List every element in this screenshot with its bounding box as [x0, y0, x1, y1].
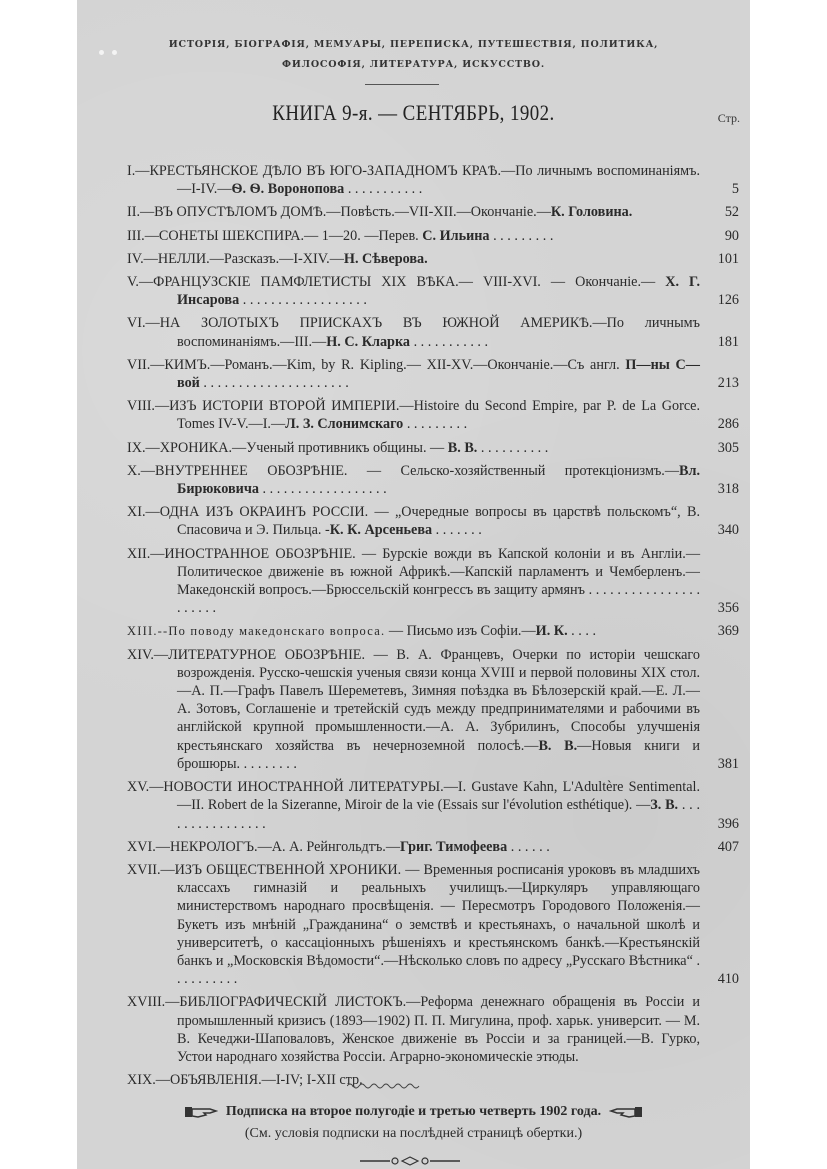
toc-entry-description: —I-IV; I-XII стр.: [261, 1072, 363, 1089]
toc-entry-description-tail: —Новыя книги и брошюры.: [177, 737, 700, 772]
toc-entry-author: К. К. Арсеньева: [329, 522, 433, 539]
toc-entry: [77, 203, 750, 221]
toc-entry: [77, 397, 750, 433]
toc-entry-leader-dots: . . . . . . . . . . . . . . . . . . . . . .: [177, 582, 701, 617]
toc-entry-author: Ѳ. Ѳ. Воронопова: [231, 181, 345, 198]
toc-entry-description: —I. Gustave Kahn, L'Adultère Sentimental.—II. Robert de la Sizeranne, Miroir de la vie (Essais sur l'évolution esthétique). —: [177, 779, 700, 814]
toc-entry: [77, 314, 750, 350]
toc-entry-title: V.—ФРАНЦУЗСКІЕ ПАМФЛЕТИСТЫ XIX ВѢКА.: [127, 274, 459, 291]
toc-entry-author: Григ. Тимофеева: [400, 838, 508, 855]
toc-entry-description: —Ученый противникъ общины. —: [232, 439, 448, 456]
toc-entry: [77, 162, 750, 198]
toc-entry-text: [77, 162, 750, 198]
toc-entry-author: П—ны С—вой: [177, 356, 700, 392]
toc-entry-description: —Разсказъ.—I-XIV.—: [209, 250, 344, 267]
toc-entry-description: — Временныя росписанія уроковъ въ младшихъ классахъ гимназій и реальныхъ училищъ.—Циркуляръ управляющаго министерствомъ народнаго просвѣщенія. — Пересмотръ Городового Положенія.—Букетъ изъ мнѣній „Гражданина“ о земствѣ и крестьянахъ, о начальной школѣ и университетѣ, о кассаціонныхъ рѣшеніяхъ и крестьянскомъ банкѣ.—Крестьянскій банкъ и „Московскія Вѣдомости“.—Нѣсколько словъ по адресу „Русскаго Вѣстника“: [177, 861, 700, 969]
toc-entry-text: [77, 356, 750, 392]
toc-entry-page-number: 318: [717, 481, 739, 498]
document-page: [77, 0, 750, 1169]
header-divider: [365, 84, 439, 85]
toc-entry-text: [77, 646, 750, 773]
toc-entry: [77, 273, 750, 309]
toc-entry: [77, 439, 750, 457]
toc-entry-leader-dots: . . . . . . . . . . . . . . . .: [177, 797, 701, 832]
toc-entry-author: И. К.: [535, 623, 568, 640]
book-title: КНИГА 9-я. — СЕНТЯБРЬ, 1902.: [272, 100, 555, 125]
subscription-conditions: (См. условія подписки на послѣдней страницѣ обертки.): [244, 1126, 583, 1141]
toc-entry-leader-dots: . . . . . . . . . . .: [410, 333, 489, 350]
toc-entry-title: XVI.—НЕКРОЛОГЪ.: [127, 838, 258, 855]
toc-entry: [77, 462, 750, 498]
toc-entry: [77, 545, 750, 618]
wavy-divider: [347, 1082, 422, 1090]
toc-entry-leader-dots: . . . . . . . . . .: [477, 439, 549, 456]
toc-entry-text: [77, 622, 750, 640]
toc-entry-leader-dots: . . . . . . . . . . . . . . . . . . . . .: [199, 375, 349, 392]
toc-entry-title: XIV.—ЛИТЕРАТУРНОЕ ОБОЗРѢНІЕ.: [127, 646, 366, 663]
toc-entry-description: — „Очередные вопросы въ царствѣ польскомъ“, В. Спасовича и Э. Пильца. -: [177, 504, 700, 539]
toc-entry-title: VI.—НА ЗОЛОТЫХЪ ПРІИСКАХЪ ВЪ ЮЖНОЙ АМЕРИКѢ.: [127, 315, 593, 332]
toc-entry-page-number: 213: [717, 375, 739, 392]
toc-entry-author: Л. З. Слонимскаго: [285, 416, 404, 433]
toc-entry-author: Н. С. Кларка: [326, 333, 411, 350]
toc-entry-page-number: 101: [717, 250, 739, 267]
toc-entry: [77, 250, 750, 268]
toc-entry-author: С. Ильина: [422, 227, 490, 244]
toc-entry-leader-dots: . . . . . . . . .: [489, 227, 554, 244]
toc-entry-page-number: 407: [717, 838, 739, 855]
pointing-hand-right-icon: [184, 1105, 218, 1119]
toc-entry-leader-dots: . . . . . . .: [432, 522, 482, 539]
toc-entry-page-number: 181: [717, 333, 739, 350]
toc-entry: [77, 503, 750, 539]
toc-entry-page-number: 396: [717, 815, 739, 832]
toc-entry-title: I.—КРЕСТЬЯНСКОЕ ДѢЛО ВЪ ЮГО-ЗАПАДНОМЪ КРАѢ.: [127, 163, 502, 179]
toc-entry-leader-dots: . . . . . . . . .: [403, 416, 468, 433]
toc-entry-author: З. В.: [650, 797, 679, 814]
toc-entry-description: — 1—20. —Перев.: [304, 227, 423, 244]
toc-entry-author: Вл. Бирюковича: [177, 462, 700, 498]
toc-entry-title: XII.—ИНОСТРАННОЕ ОБОЗРѢНІЕ.: [127, 545, 356, 562]
toc-entry-text: [77, 503, 750, 539]
toc-entry-text: [77, 993, 750, 1066]
toc-entry-leader-dots: . . . .: [567, 623, 596, 640]
toc-entry-author: В. В.: [538, 737, 578, 754]
toc-entry-description: — Сельско-хозяйственный протекціонизмъ.—: [347, 462, 680, 479]
page-column-label: Стр.: [717, 111, 740, 125]
toc-entry-leader-dots: . . . . . . . . . . . . . . . . . .: [239, 292, 367, 309]
subjects-line-2: ФИЛОСОФІЯ, ЛИТЕРАТУРА, ИСКУССТВО.: [282, 59, 545, 70]
toc-entry-page-number: 286: [717, 416, 739, 433]
subscription-notice: [77, 1104, 750, 1120]
toc-entry-title: X.—ВНУТРЕННЕЕ ОБОЗРѢНІЕ.: [127, 462, 348, 479]
toc-entry-leader-dots: . . . . . .: [507, 838, 550, 855]
toc-entry-page-number: 381: [717, 755, 739, 772]
toc-entry: [77, 993, 750, 1066]
toc-entry-leader-dots: . . . . . . . .: [240, 755, 297, 772]
subjects-line-1: ИСТОРІЯ, БІОГРАФІЯ, МЕМУАРЫ, ПЕРЕПИСКА, ПУТЕШЕСТВІЯ, ПОЛИТИКА,: [168, 39, 659, 50]
toc-entry-page-number: 369: [717, 623, 739, 640]
toc-entry-text: [77, 439, 750, 457]
toc-entry-title: XIII.--По поводу македонскаго вопроса.: [127, 624, 386, 639]
toc-entry-title: XIX.—ОБЪЯВЛЕНІЯ.: [127, 1072, 262, 1089]
toc-entry-page-number: 305: [717, 439, 739, 456]
toc-entry-leader-dots: . . . . . . . . . . .: [344, 181, 423, 198]
toc-entry-text: [77, 545, 750, 618]
toc-entry-title: XI.—ОДНА ИЗЪ ОКРАИНЪ РОССІИ.: [127, 504, 369, 521]
pointing-hand-left-icon: [609, 1105, 643, 1119]
toc-entry-title: XVII.—ИЗЪ ОБЩЕСТВЕННОЙ ХРОНИКИ.: [127, 861, 402, 878]
toc-entry: [77, 861, 750, 988]
toc-entry: [77, 646, 750, 773]
toc-entry-page-number: 90: [724, 227, 739, 244]
toc-entry-description: —А. А. Рейнгольдтъ.—: [257, 838, 401, 855]
toc-entry-text: [77, 838, 750, 856]
toc-entry-description: —Повѣсть.—VII-XII.—Окончаніе.—: [326, 204, 551, 221]
toc-entry-text: [77, 273, 750, 309]
toc-entry-description: —Реформа денежнаго обращенія въ Россіи и промышленный кризисъ (1893—1902) П. П. Мигулина, проф. харьк. университ. — М. В. Кечеджи-Шаповаловъ, Женское движеніе въ Россіи и за границей.—В. Гурко, Устои народнаго хозяйства Россіи. Аграрно-экономическіе этюды.: [177, 994, 700, 1065]
toc-entry-author: К. Головина.: [550, 204, 633, 221]
toc-entry-description: — Письмо изъ Софіи.—: [385, 623, 536, 640]
toc-entry-title: IX.—ХРОНИКА.: [127, 439, 233, 456]
toc-entry-title: IV.—НЕЛЛИ.: [127, 250, 210, 267]
toc-entry-text: [77, 250, 750, 268]
toc-entry-text: [77, 227, 750, 245]
toc-entry-text: [77, 861, 750, 988]
toc-entry-author: Х. Г. Инсарова: [177, 274, 701, 309]
toc-entry-leader-dots: . . . . . . . . . . . . . . . . . .: [258, 481, 387, 498]
toc-entry: [77, 356, 750, 392]
toc-entry-description: —Histoire du Second Empire, par P. de La Gorce. Tomes IV-V.—I.—: [177, 398, 700, 433]
toc-entry: [77, 778, 750, 833]
toc-entry-title: III.—СОНЕТЫ ШЕКСПИРА.: [127, 227, 305, 244]
toc-entry-page-number: 356: [717, 600, 739, 617]
toc-entry: [77, 622, 750, 640]
table-of-contents: [77, 162, 750, 1094]
toc-entry-title: II.—ВЪ ОПУСТѢЛОМЪ ДОМѢ.: [127, 204, 327, 221]
toc-entry-leader-dots: . . . . . . . . . .: [177, 952, 701, 988]
toc-entry-description: — VIII-XVI. — Окончаніе.—: [458, 274, 666, 291]
toc-entry-text: [77, 462, 750, 498]
toc-entry-page-number: 126: [717, 292, 739, 309]
toc-entry-title: XVIII.—БИБЛІОГРАФИЧЕСКІЙ ЛИСТОКЪ.: [127, 994, 407, 1011]
toc-entry-description: — В. А. Францевъ, Очерки по исторіи чешскаго возрожденія. Русско-чешскія ученыя связи конца XVIII и первой половины XIX стол.—А. П.—Графъ Павелъ Шереметевъ, Зимняя поѣздка въ Бѣлозерскій край.—Е. Л.—А. Зотовъ, Соглашеніе и третейскій судъ между предпринимателями и рабочими въ англійской крупной промышленности.—А. А. Зубрилинъ, Способы улучшенія крестьянскаго хозяйства въ нечерноземной полосѣ.—: [177, 646, 700, 754]
toc-entry-text: [77, 397, 750, 433]
toc-entry-description: —По личнымъ воспоминаніямъ.—I-IV.—: [177, 163, 700, 198]
toc-entry-description: —По личнымъ воспоминаніямъ.—III.—: [177, 315, 700, 350]
toc-entry-text: [77, 778, 750, 833]
subscription-notice-text: Подписка на второе полугодіе и третью четверть 1902 года.: [225, 1104, 602, 1119]
toc-entry-page-number: 340: [717, 522, 739, 539]
closing-ornament: [360, 1156, 460, 1166]
toc-entry-page-number: 410: [717, 971, 739, 988]
toc-entry: [77, 227, 750, 245]
toc-entry-title: XV.—НОВОСТИ ИНОСТРАННОЙ ЛИТЕРАТУРЫ.: [127, 779, 444, 796]
toc-entry: [77, 838, 750, 856]
toc-entry-title: VII.—КИМЪ.: [127, 356, 211, 373]
toc-entry-title: VIII.—ИЗЪ ИСТОРІИ ВТОРОЙ ИМПЕРІИ.: [127, 398, 400, 415]
toc-entry-text: [77, 203, 750, 221]
toc-entry-page-number: 5: [731, 181, 739, 198]
toc-entry-author: Н. Сѣверова.: [343, 250, 428, 267]
toc-entry-description: — Бурскіе вожди въ Капской колоніи и въ Англіи.—Политическое движеніе въ южной Африкѣ.—Капскій парламентъ и Чемберленъ.—Македонскій вопросъ.—Брюссельскій конгрессъ въ защиту армянъ: [177, 545, 701, 599]
toc-entry-page-number: 52: [724, 204, 739, 221]
toc-entry-description: —Романъ.—Kim, by R. Kipling.— XII-XV.—Окончаніе.—Съ англ.: [210, 356, 626, 373]
toc-entry-author: В. В.: [447, 439, 478, 456]
toc-entry-text: [77, 314, 750, 350]
